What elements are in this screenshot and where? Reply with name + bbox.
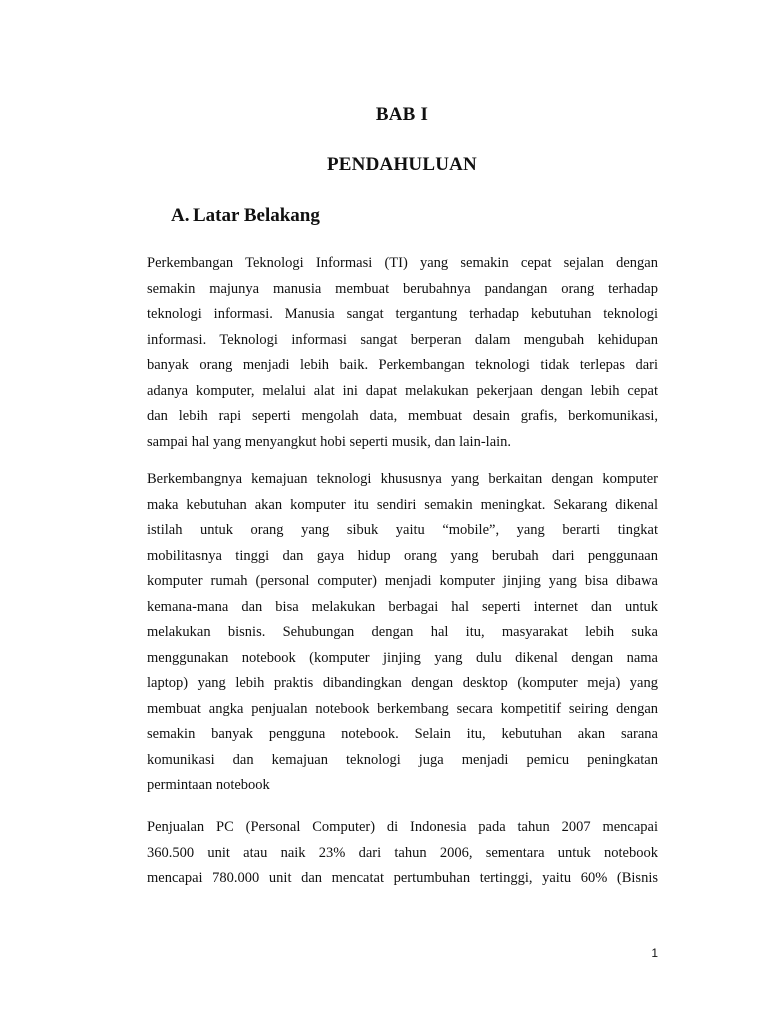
- paragraph-line: 360.500 unit atau naik 23% dari tahun 2006, sementara untuk notebook: [147, 844, 658, 861]
- paragraph-line: Penjualan PC (Personal Computer) di Indonesia pada tahun 2007 mencapai: [147, 819, 658, 835]
- paragraph-line: istilah untuk orang yang sibuk yaitu “mobile”, yang berarti tingkat: [147, 522, 658, 538]
- paragraph-line: Berkembangnya kemajuan teknologi khususnya yang berkaitan dengan komputer: [147, 471, 658, 487]
- paragraph-line: banyak orang menjadi lebih baik. Perkembangan teknologi tidak terlepas dari: [147, 357, 658, 373]
- paragraph-line: melakukan bisnis. Sehubungan dengan hal itu, masyarakat lebih suka: [147, 624, 658, 640]
- paragraph-line: laptop) yang lebih praktis dibandingkan dengan desktop (komputer meja) yang: [147, 675, 658, 691]
- paragraph-line: semakin banyak pengguna notebook. Selain itu, kebutuhan akan sarana: [147, 726, 658, 742]
- page-number: 1: [651, 946, 658, 960]
- paragraph-line: mobilitasnya tinggi dan gaya hidup orang yang berubah dari penggunaan: [147, 547, 658, 564]
- paragraph-1: [147, 251, 658, 455]
- section-letter: A.: [171, 205, 190, 226]
- paragraph-2: [147, 467, 658, 799]
- section-heading: [171, 205, 320, 227]
- paragraph-line: dan lebih rapi seperti mengolah data, membuat desain grafis, berkomunikasi,: [147, 408, 658, 424]
- paragraph-line: semakin majunya manusia membuat berubahnya pandangan orang terhadap: [147, 280, 658, 297]
- paragraph-line: maka kebutuhan akan komputer itu sendiri semakin meningkat. Sekarang dikenal: [147, 496, 658, 513]
- paragraph-line: komputer rumah (personal computer) menjadi komputer jinjing yang bisa dibawa: [147, 573, 658, 589]
- paragraph-line: teknologi informasi. Manusia sangat tergantung terhadap kebutuhan teknologi: [147, 306, 658, 322]
- paragraph-line: Perkembangan Teknologi Informasi (TI) yang semakin cepat sejalan dengan: [147, 255, 658, 271]
- paragraph-line: permintaan notebook: [147, 777, 270, 793]
- paragraph-line: menggunakan notebook (komputer jinjing yang dulu dikenal dengan nama: [147, 649, 658, 666]
- chapter-label: BAB I: [375, 104, 429, 125]
- paragraph-line: kemana-mana dan bisa melakukan berbagai hal seperti internet dan untuk: [147, 598, 658, 615]
- paragraph-line: membuat angka penjualan notebook berkembang secara kompetitif seiring dengan: [147, 700, 658, 717]
- paragraph-line: adanya komputer, melalui alat ini dapat melakukan pekerjaan dengan lebih cepat: [147, 382, 658, 399]
- section-title: Latar Belakang: [193, 205, 320, 226]
- paragraph-line: sampai hal yang menyangkut hobi seperti musik, dan lain-lain.: [147, 433, 512, 450]
- paragraph-3: [147, 815, 658, 892]
- paragraph-line: komunikasi dan kemajuan teknologi juga menjadi pemicu peningkatan: [147, 751, 658, 768]
- paragraph-line: informasi. Teknologi informasi sangat berperan dalam mengubah kehidupan: [147, 331, 658, 348]
- chapter-title: PENDAHULUAN: [327, 154, 477, 175]
- paragraph-line: mencapai 780.000 unit dan mencatat pertumbuhan tertinggi, yaitu 60% (Bisnis: [147, 870, 658, 886]
